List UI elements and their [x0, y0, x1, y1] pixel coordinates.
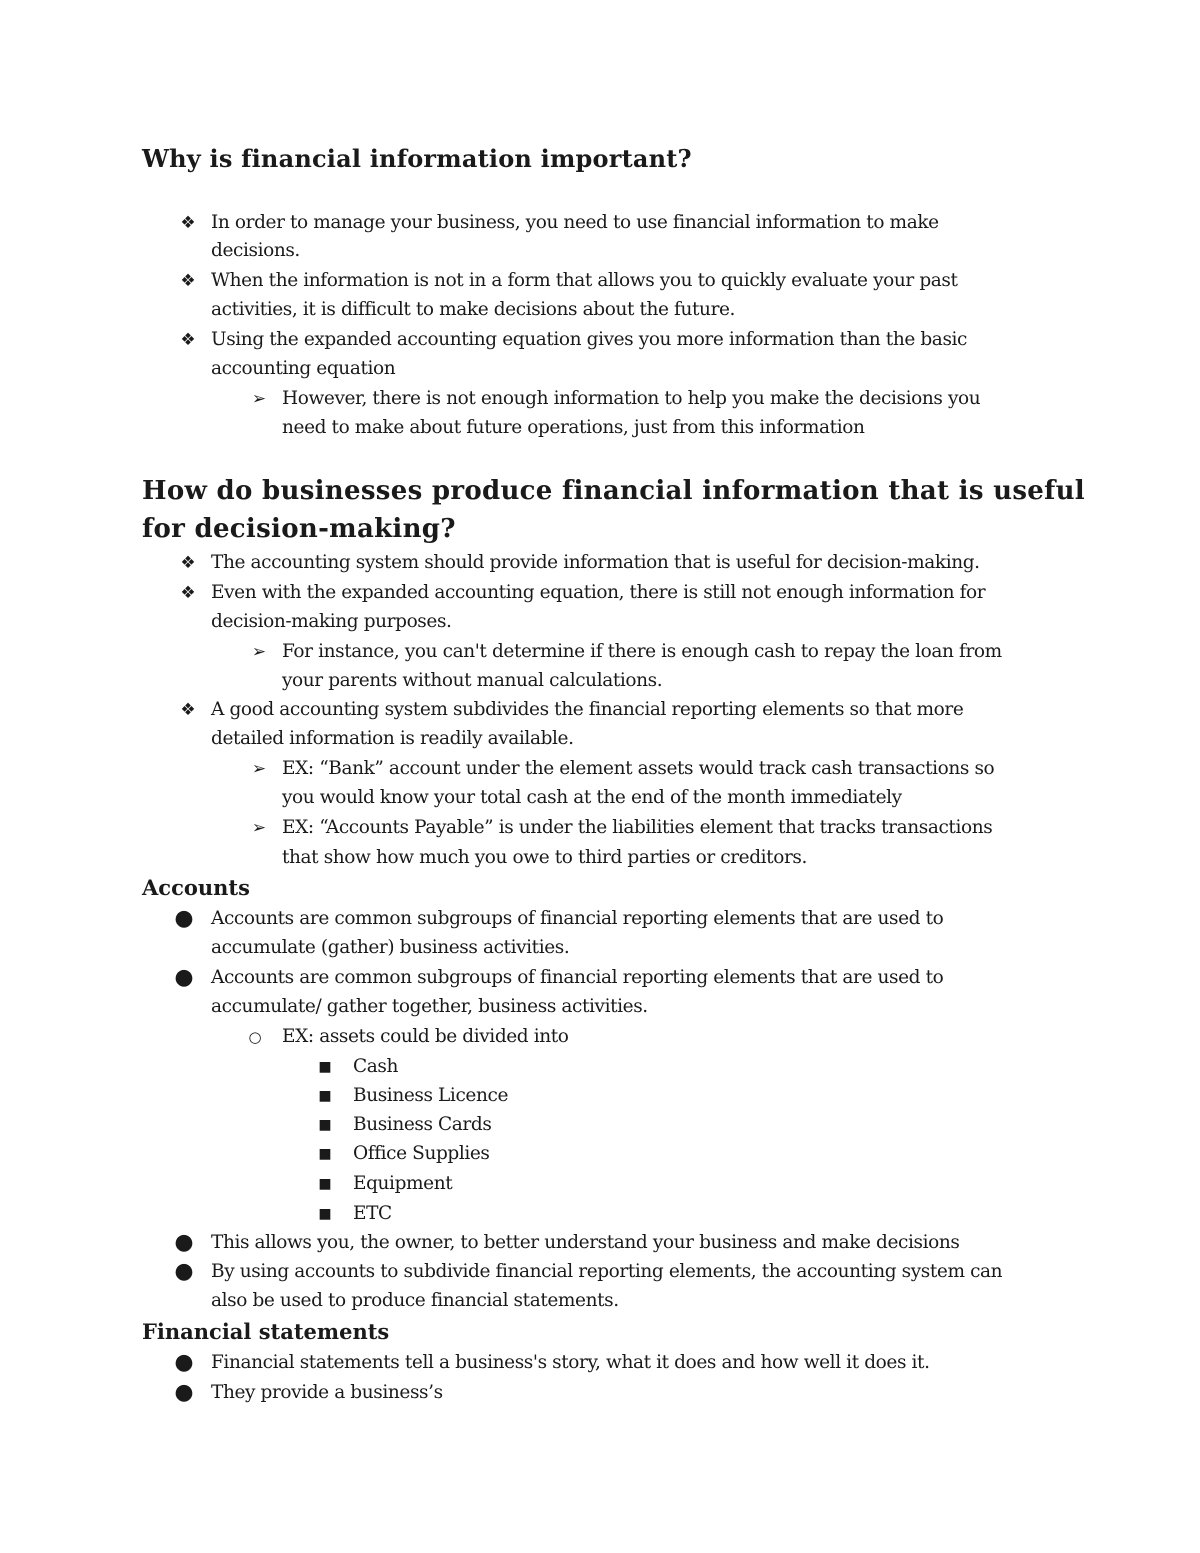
arrow-bullet-icon: ➢ [251, 389, 267, 409]
list-item: Office Supplies [353, 1143, 490, 1164]
square-bullet-icon: ■ [318, 1146, 332, 1162]
body-text-line: When the information is not in a form that allows you to quickly evaluate your past [211, 270, 958, 291]
body-text-line: The accounting system should provide information that is useful for decision-making. [211, 552, 980, 573]
body-text-line: decisions. [211, 240, 300, 261]
dot-bullet-icon: ● [174, 965, 194, 990]
body-text-line: accumulate/ gather together, business activities. [211, 996, 648, 1017]
body-text-line: Accounts are common subgroups of financial reporting elements that are used to [211, 967, 944, 988]
heading-why-financial-information: Why is financial information important? [142, 144, 692, 173]
diamond-bullet-icon: ❖ [180, 213, 196, 233]
heading-how-businesses-produce: How do businesses produce financial information that is useful [142, 476, 1085, 506]
body-text-line: Even with the expanded accounting equation, there is still not enough information for [211, 582, 986, 603]
body-text-line: Financial statements tell a business's story, what it does and how well it does it. [211, 1352, 930, 1373]
dot-bullet-icon: ● [174, 1230, 194, 1255]
list-item: Cash [353, 1056, 398, 1077]
dot-bullet-icon: ● [174, 1259, 194, 1284]
body-text-line: EX: “Accounts Payable” is under the liabilities element that tracks transactions [282, 817, 993, 838]
arrow-bullet-icon: ➢ [251, 818, 267, 838]
body-text-line: For instance, you can't determine if there is enough cash to repay the loan from [282, 641, 1002, 662]
list-item: Business Licence [353, 1085, 508, 1106]
body-text-line: In order to manage your business, you need to use financial information to make [211, 212, 939, 233]
square-bullet-icon: ■ [318, 1059, 332, 1075]
body-text-line: need to make about future operations, just from this information [282, 417, 865, 438]
heading-financial-statements: Financial statements [142, 1319, 390, 1344]
square-bullet-icon: ■ [318, 1206, 332, 1222]
body-text-line: EX: “Bank” account under the element assets would track cash transactions so [282, 758, 995, 779]
arrow-bullet-icon: ➢ [251, 642, 267, 662]
body-text-line: accumulate (gather) business activities. [211, 937, 570, 958]
body-text-line: However, there is not enough information to help you make the decisions you [282, 388, 981, 409]
body-text-line: detailed information is readily available. [211, 728, 574, 749]
body-text-line: your parents without manual calculations. [282, 670, 663, 691]
arrow-bullet-icon: ➢ [251, 759, 267, 779]
square-bullet-icon: ■ [318, 1088, 332, 1104]
circle-bullet-icon: ○ [248, 1028, 262, 1046]
heading-how-businesses-produce-cont: for decision-making? [142, 514, 456, 544]
body-text-line: Accounts are common subgroups of financial reporting elements that are used to [211, 908, 944, 929]
body-text-line: decision-making purposes. [211, 611, 452, 632]
square-bullet-icon: ■ [318, 1117, 332, 1133]
dot-bullet-icon: ● [174, 1350, 194, 1375]
body-text-line: They provide a business’s [211, 1382, 443, 1403]
dot-bullet-icon: ● [174, 1380, 194, 1405]
diamond-bullet-icon: ❖ [180, 553, 196, 573]
body-text-line: By using accounts to subdivide financial reporting elements, the accounting system can [211, 1261, 1003, 1282]
list-item: Business Cards [353, 1114, 492, 1135]
body-text-line: This allows you, the owner, to better understand your business and make decisions [211, 1232, 960, 1253]
dot-bullet-icon: ● [174, 906, 194, 931]
body-text-line: Using the expanded accounting equation gives you more information than the basic [211, 329, 968, 350]
diamond-bullet-icon: ❖ [180, 583, 196, 603]
diamond-bullet-icon: ❖ [180, 700, 196, 720]
diamond-bullet-icon: ❖ [180, 271, 196, 291]
body-text-line: A good accounting system subdivides the financial reporting elements so that more [211, 699, 964, 720]
body-text-line: also be used to produce financial statements. [211, 1290, 619, 1311]
body-text-line: activities, it is difficult to make decisions about the future. [211, 299, 736, 320]
diamond-bullet-icon: ❖ [180, 330, 196, 350]
body-text-line: that show how much you owe to third parties or creditors. [282, 847, 807, 868]
list-item: ETC [353, 1203, 392, 1224]
body-text-line: you would know your total cash at the end of the month immediately [282, 787, 902, 808]
list-item: Equipment [353, 1173, 453, 1194]
heading-accounts: Accounts [142, 875, 250, 900]
body-text-line: accounting equation [211, 358, 396, 379]
square-bullet-icon: ■ [318, 1176, 332, 1192]
body-text-line: EX: assets could be divided into [282, 1026, 569, 1047]
